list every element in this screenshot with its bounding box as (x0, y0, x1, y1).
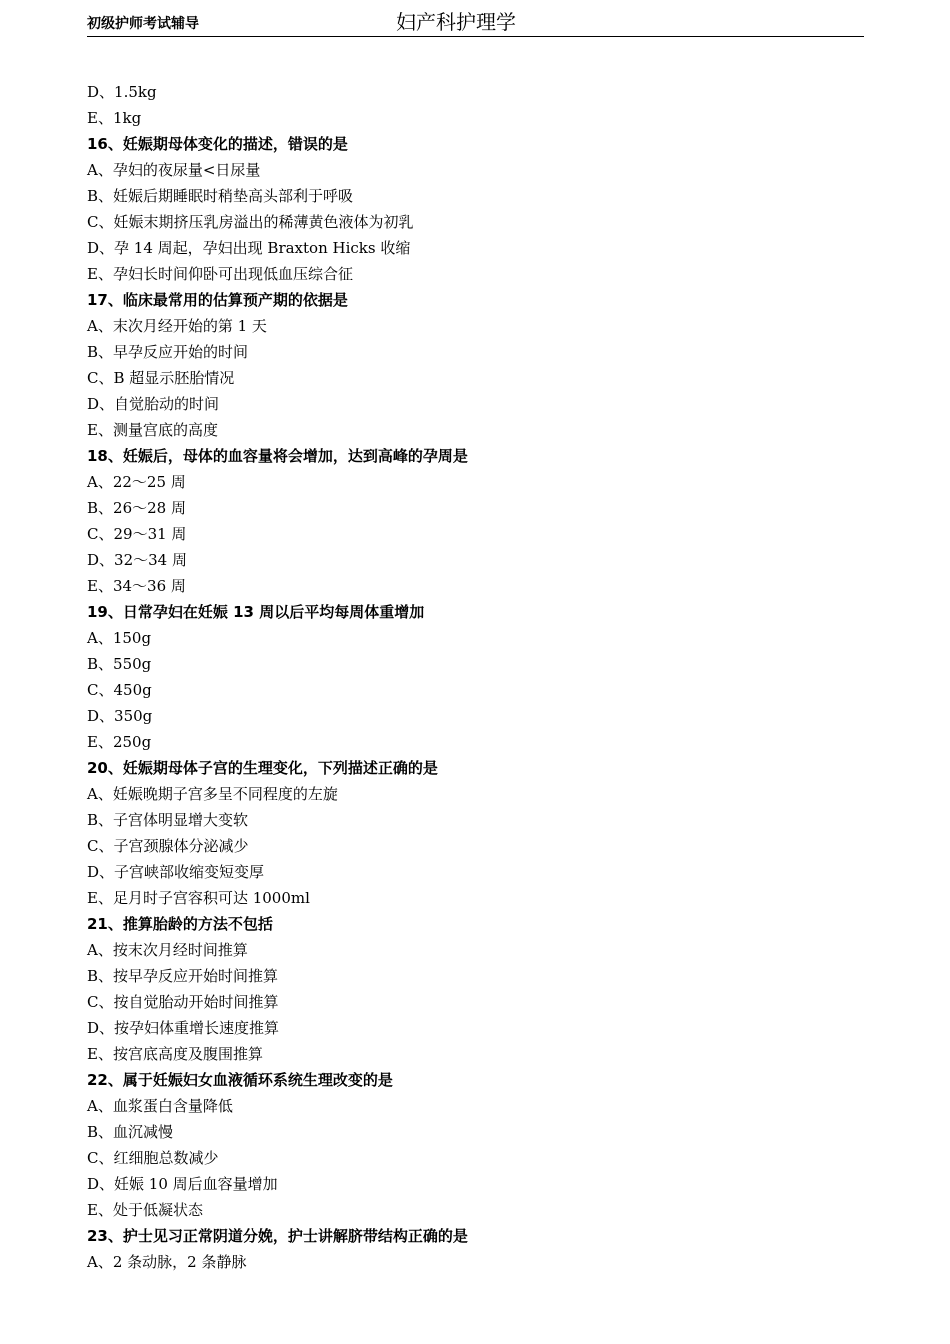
answer-option: E、足月时子宫容积可达 1000ml (87, 889, 310, 907)
answer-option: C、B 超显示胚胎情况 (87, 369, 235, 387)
answer-option: E、34～36 周 (87, 577, 186, 595)
answer-option: A、妊娠晚期子宫多呈不同程度的左旋 (87, 785, 338, 803)
answer-option: D、妊娠 10 周后血容量增加 (87, 1175, 278, 1193)
answer-option: E、按宫底高度及腹围推算 (87, 1045, 263, 1063)
answer-option: B、26～28 周 (87, 499, 186, 517)
answer-option: B、早孕反应开始的时间 (87, 343, 249, 361)
answer-option: D、自觉胎动的时间 (87, 395, 220, 413)
answer-option: E、孕妇长时间仰卧可出现低血压综合征 (87, 265, 353, 283)
answer-option: C、红细胞总数减少 (87, 1149, 219, 1167)
answer-option: A、血浆蛋白含量降低 (87, 1097, 233, 1115)
answer-option: C、29～31 周 (87, 525, 187, 543)
answer-option: B、550g (87, 655, 152, 673)
answer-option: A、按末次月经时间推算 (87, 941, 248, 959)
page-header (87, 8, 864, 37)
answer-option: D、按孕妇体重增长速度推算 (87, 1019, 280, 1037)
question-text: 23、护士见习正常阴道分娩，护士讲解脐带结构正确的是 (87, 1227, 468, 1245)
header-course-label: 初级护师考试辅导 (87, 16, 199, 32)
answer-option: D、350g (87, 707, 153, 725)
answer-option: C、妊娠末期挤压乳房溢出的稀薄黄色液体为初乳 (87, 213, 414, 231)
answer-option: D、孕 14 周起，孕妇出现 Braxton Hicks 收缩 (87, 239, 411, 257)
answer-option: E、250g (87, 733, 152, 751)
header-title: 妇产科护理学 (396, 10, 516, 34)
answer-option: C、按自觉胎动开始时间推算 (87, 993, 279, 1011)
question-text: 16、妊娠期母体变化的描述，错误的是 (87, 135, 348, 153)
answer-option: C、子宫颈腺体分泌减少 (87, 837, 249, 855)
answer-option: D、1.5kg (87, 83, 157, 101)
question-text: 17、临床最常用的估算预产期的依据是 (87, 291, 348, 309)
question-list (87, 79, 864, 1275)
answer-option: B、按早孕反应开始时间推算 (87, 967, 279, 985)
answer-option: A、孕妇的夜尿量<日尿量 (87, 161, 261, 179)
answer-option: A、末次月经开始的第 1 天 (87, 317, 267, 335)
answer-option: A、22～25 周 (87, 473, 186, 491)
question-text: 19、日常孕妇在妊娠 13 周以后平均每周体重增加 (87, 603, 425, 621)
answer-option: E、处于低凝状态 (87, 1201, 203, 1219)
question-text: 22、属于妊娠妇女血液循环系统生理改变的是 (87, 1071, 393, 1089)
answer-option: B、子宫体明显增大变软 (87, 811, 249, 829)
answer-option: D、32～34 周 (87, 551, 187, 569)
answer-option: A、2 条动脉，2 条静脉 (87, 1253, 247, 1271)
question-text: 21、推算胎龄的方法不包括 (87, 915, 273, 933)
answer-option: E、测量宫底的高度 (87, 421, 218, 439)
answer-option: D、子宫峡部收缩变短变厚 (87, 863, 265, 881)
answer-option: A、150g (87, 629, 152, 647)
answer-option: B、妊娠后期睡眠时稍垫高头部利于呼吸 (87, 187, 354, 205)
question-text: 20、妊娠期母体子宫的生理变化，下列描述正确的是 (87, 759, 438, 777)
question-text: 18、妊娠后，母体的血容量将会增加，达到高峰的孕周是 (87, 447, 468, 465)
answer-option: E、1kg (87, 109, 142, 127)
answer-option: B、血沉减慢 (87, 1123, 174, 1141)
answer-option: C、450g (87, 681, 152, 699)
